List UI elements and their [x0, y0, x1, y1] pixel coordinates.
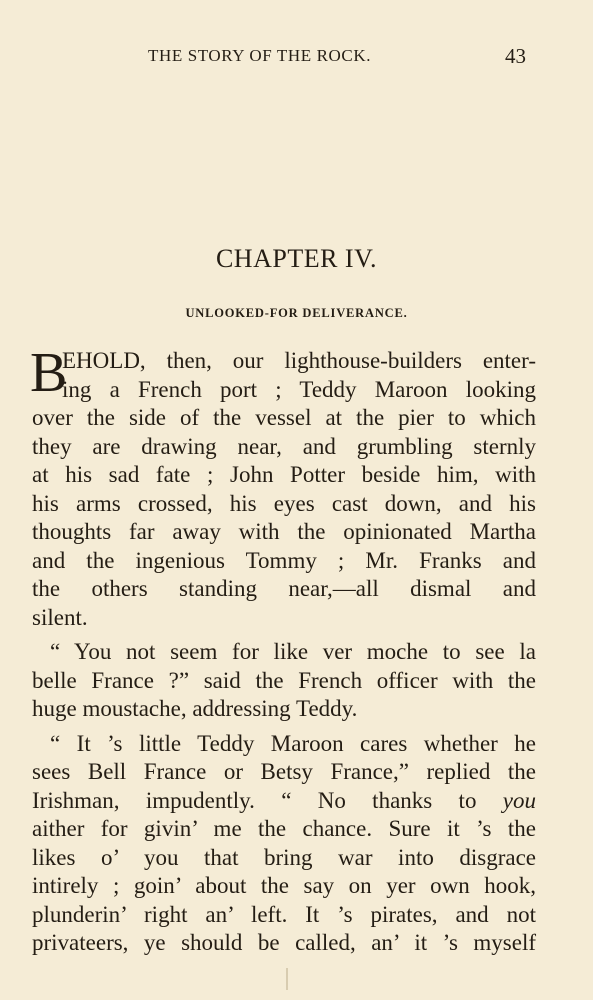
text-line: “ It ’s little Teddy Maroon cares whether he [50, 730, 536, 756]
page-number: 43 [505, 44, 526, 68]
text-line: the others standing near,—all dismal and [32, 576, 536, 601]
text-line: aither for givin’ me the chance. Sure it ’s the [32, 816, 536, 841]
text-line: over the side of the vessel at the pier to which [32, 405, 536, 430]
text-segment: Irishman, impudently. “ No thanks to [32, 787, 503, 813]
text-line: privateers, ye should be called, an’ it ’s myself [32, 930, 536, 955]
emphasis-word: you [502, 787, 536, 813]
text-line: they are drawing near, and grumbling sternly [32, 433, 536, 459]
text-line: sees Bell France or Betsy France,” replied the [32, 759, 536, 784]
chapter-title: CHAPTER IV. [215, 244, 378, 273]
text-line: at his sad fate ; John Potter beside him, with [32, 462, 536, 487]
text-line [32, 787, 536, 816]
text-line: and the ingenious Tommy ; Mr. Franks and [32, 547, 536, 573]
text-line: silent. [32, 604, 88, 630]
text-line: “ You not seem for like ver moche to see la [50, 639, 536, 664]
text-line: plunderin’ right an’ left. It ’s pirates, and not [32, 901, 536, 927]
text-line: belle France ?” said the French officer with the [32, 667, 536, 693]
body-text [30, 342, 536, 958]
text-line: huge moustache, addressing Teddy. [32, 696, 358, 721]
text-line: his arms crossed, his eyes cast down, and his [32, 490, 536, 516]
text-line: thoughts far away with the opinionated Martha [32, 519, 536, 544]
page-mark [286, 968, 288, 990]
chapter-subtitle: UNLOOKED-FOR DELIVERANCE. [185, 306, 408, 320]
text-line: likes o’ you that bring war into disgrace [32, 844, 536, 870]
text-line: ing a French port ; Teddy Maroon looking [62, 376, 536, 402]
drop-cap: B [30, 342, 68, 404]
text-line: EHOLD, then, our lighthouse-builders enter- [62, 348, 536, 373]
running-head: THE STORY OF THE ROCK. [148, 46, 372, 65]
text-line: intirely ; goin’ about the say on yer own hook, [32, 873, 536, 898]
